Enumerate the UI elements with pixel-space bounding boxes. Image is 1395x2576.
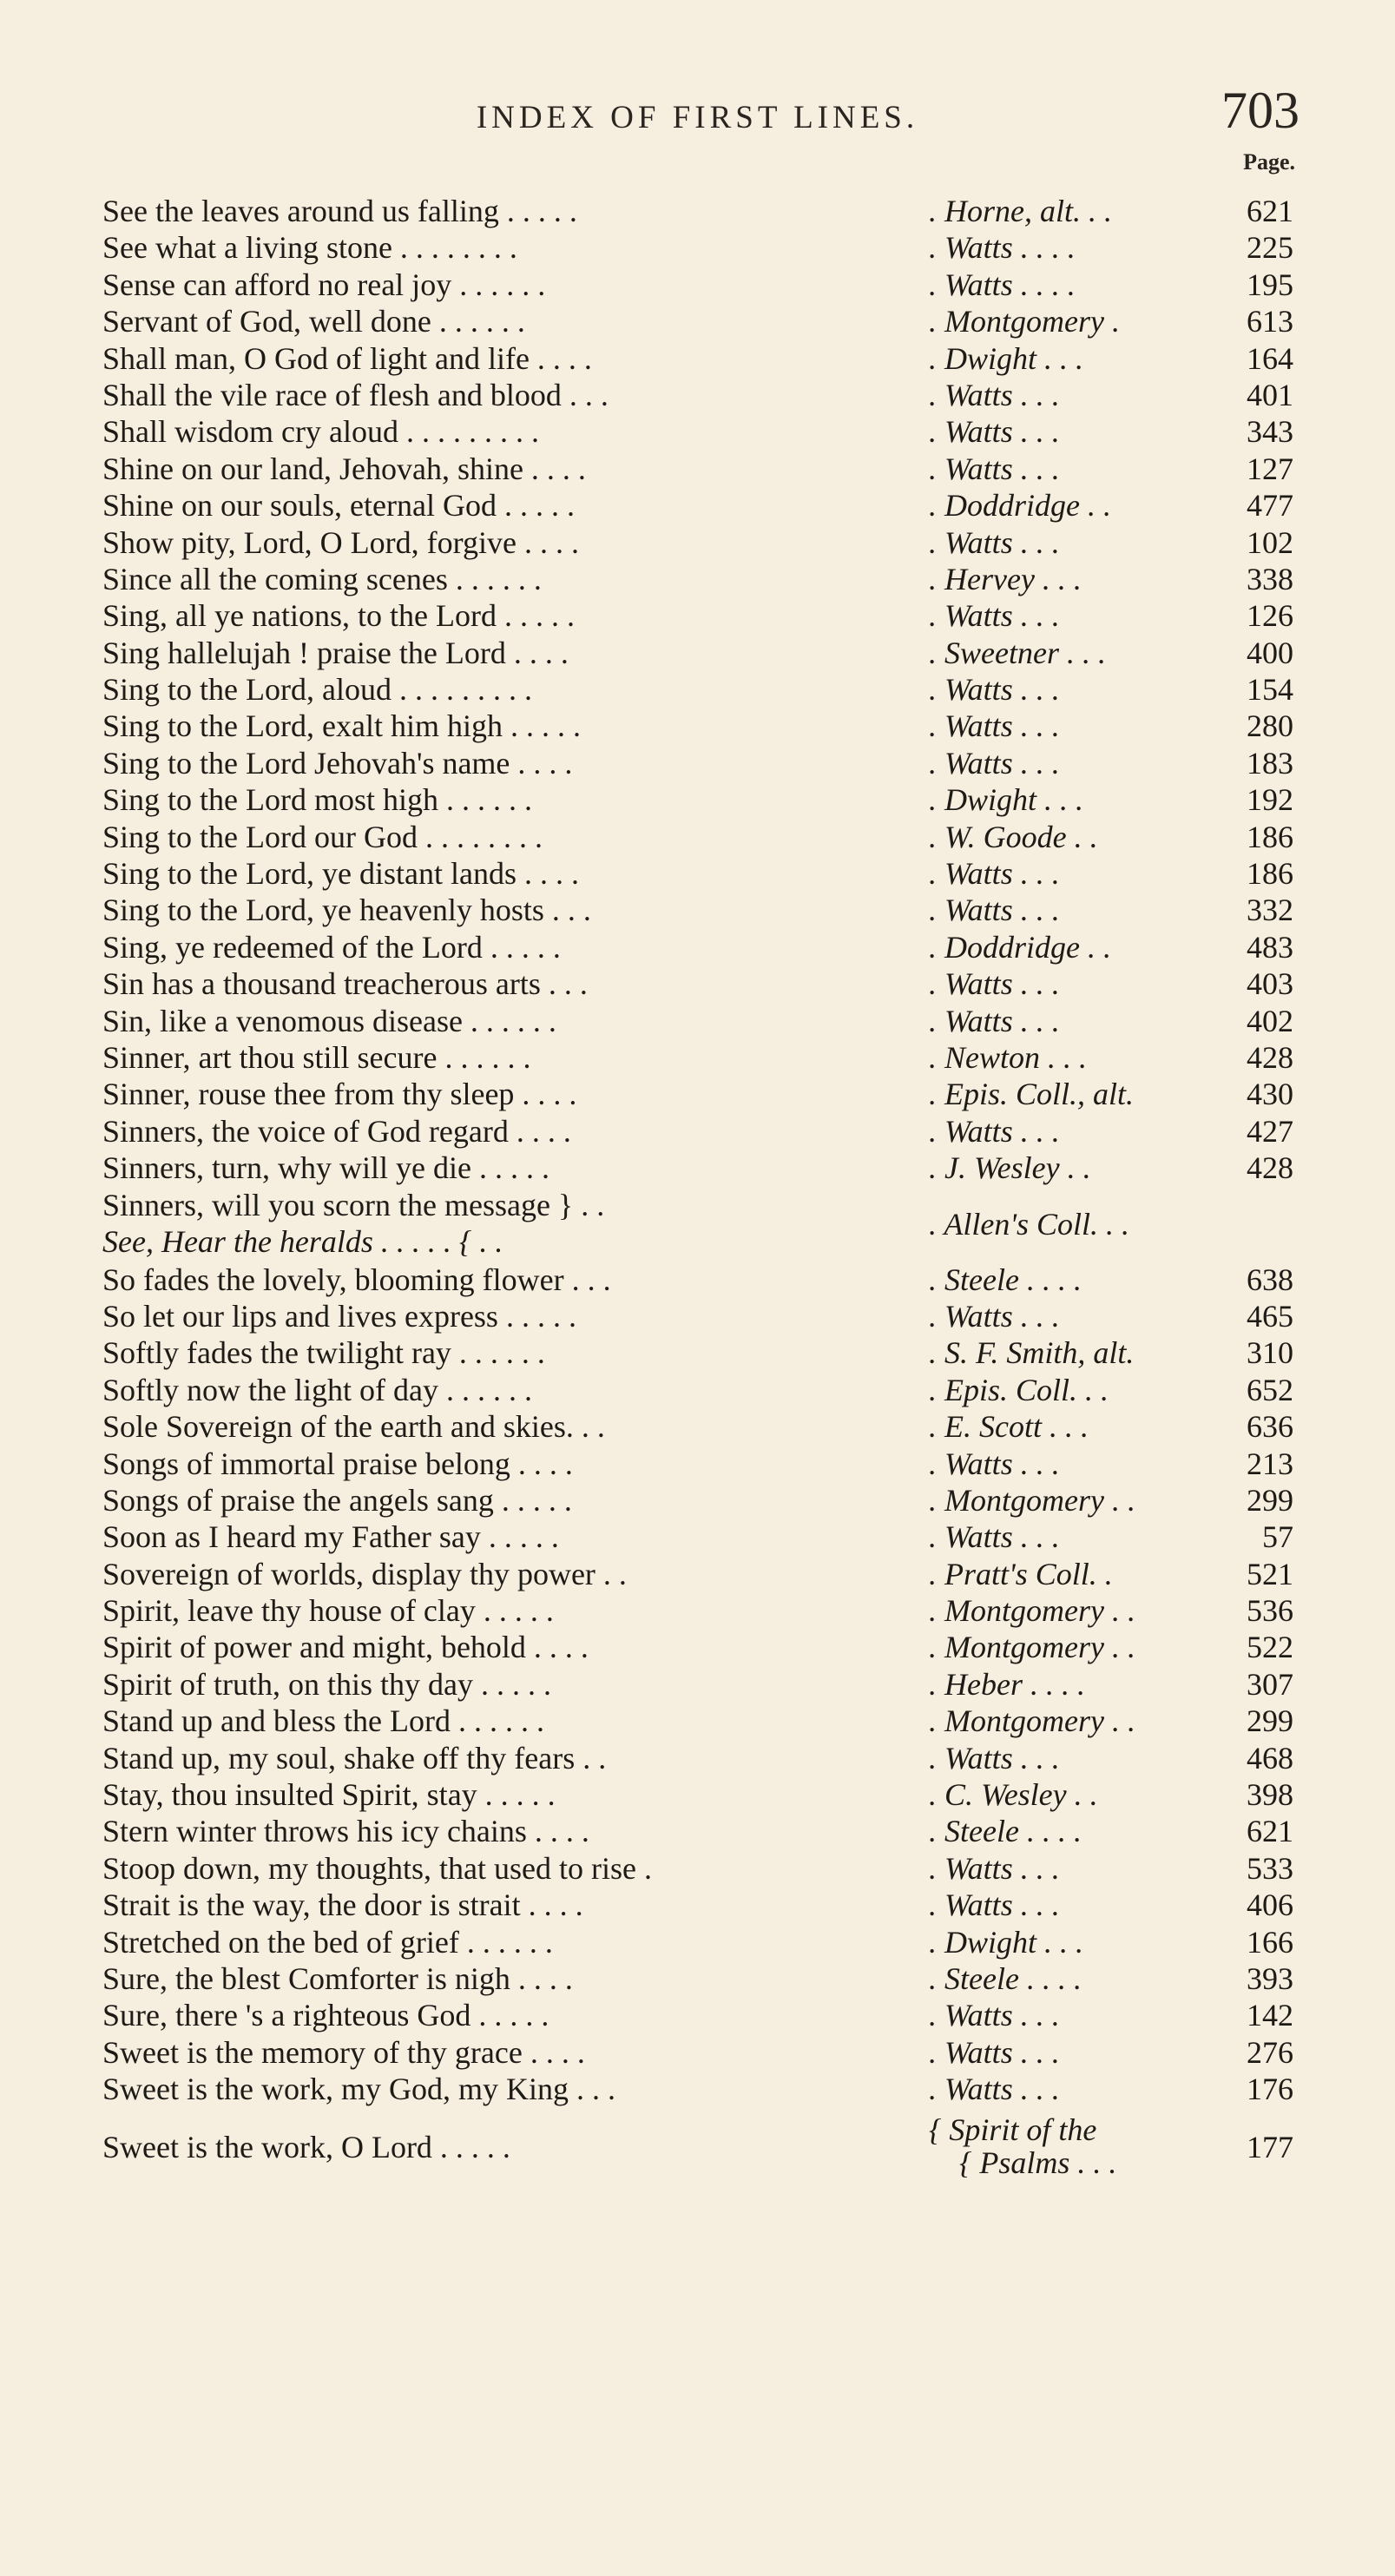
first-line: Spirit of truth, on this thy day . . . . . <box>102 1666 551 1702</box>
index-entry <box>0 487 1395 524</box>
index-entry <box>0 892 1395 928</box>
index-entry <box>0 524 1395 561</box>
author: . Steele . . . . <box>929 1262 1082 1297</box>
index-entry <box>0 745 1395 781</box>
index-entry <box>0 451 1395 487</box>
author: . Watts . . . <box>929 708 1060 744</box>
first-line: Strait is the way, the door is strait . . . . <box>102 1888 583 1923</box>
first-line: Sing to the Lord, ye heavenly hosts . . . <box>102 893 591 928</box>
running-title: INDEX OF FIRST LINES. <box>476 100 919 135</box>
page-ref: 127 <box>1247 451 1293 486</box>
author: . Watts . . . <box>929 745 1060 781</box>
first-line: Sweet is the work, my God, my King . . . <box>102 2072 615 2107</box>
index-entry <box>0 1592 1395 1629</box>
page-ref: 186 <box>1247 856 1293 892</box>
author: . Watts . . . <box>929 856 1060 892</box>
page-ref: 332 <box>1247 893 1293 928</box>
index-entry <box>0 855 1395 892</box>
first-line: Sinner, art thou still secure . . . . . . <box>102 1039 531 1075</box>
author: . Doddridge . . <box>929 488 1111 524</box>
first-line: Sense can afford no real joy . . . . . . <box>102 267 546 302</box>
index-entry <box>0 267 1395 303</box>
page-ref: 176 <box>1247 2072 1293 2107</box>
first-line: Servant of God, well done . . . . . . <box>102 304 525 339</box>
page-ref: 299 <box>1247 1482 1293 1518</box>
author: . W. Goode . . <box>929 819 1098 854</box>
author: . Watts . . . <box>929 451 1060 486</box>
author: . Watts . . . <box>929 598 1060 634</box>
first-line: Sovereign of worlds, display thy power . . <box>102 1556 627 1591</box>
author: . Horne, alt. . . <box>929 194 1112 228</box>
author: . Dwight . . . <box>929 782 1084 818</box>
index-entry <box>0 708 1395 744</box>
first-line: Sinners, turn, why will ye die . . . . . <box>102 1150 549 1186</box>
page-ref: 477 <box>1247 488 1293 524</box>
page-ref: 636 <box>1247 1409 1293 1445</box>
author: . Watts . . . . <box>929 230 1076 266</box>
author: . Watts . . . . <box>929 267 1076 302</box>
page-ref: 430 <box>1247 1077 1293 1112</box>
author: . Watts . . . <box>929 1298 1060 1334</box>
author: . S. F. Smith, alt. <box>929 1335 1135 1371</box>
index-entry <box>0 1334 1395 1371</box>
page-ref: 186 <box>1247 819 1293 854</box>
first-line: Sing to the Lord, exalt him high . . . . . <box>102 708 581 744</box>
page-ref: 400 <box>1247 635 1293 670</box>
first-line: Stay, thou insulted Spirit, stay . . . . . <box>102 1777 556 1813</box>
first-line: Sing to the Lord our God . . . . . . . . <box>102 819 543 854</box>
page-ref: 533 <box>1247 1850 1293 1886</box>
page-ref: 183 <box>1247 745 1293 781</box>
first-line: Sweet is the memory of thy grace . . . . <box>102 2034 585 2070</box>
index-entry <box>0 413 1395 450</box>
author: . Watts . . . <box>929 1998 1060 2033</box>
index-entry <box>0 1629 1395 1665</box>
index-entry <box>0 1076 1395 1112</box>
index-entry <box>0 1850 1395 1887</box>
author: . Watts . . . <box>929 2034 1060 2070</box>
first-line: Shine on our land, Jehovah, shine . . . . <box>102 451 586 486</box>
index-entry <box>0 1666 1395 1703</box>
page-ref: 276 <box>1247 2034 1293 2070</box>
page-ref: 465 <box>1247 1298 1293 1334</box>
first-line: Sure, the blest Comforter is nigh . . . . <box>102 1960 573 1996</box>
index-entry <box>0 1113 1395 1150</box>
index-entry <box>0 965 1395 1002</box>
page-ref: 621 <box>1247 1814 1293 1849</box>
page-ref: 428 <box>1247 1039 1293 1075</box>
author: . Watts . . . <box>929 1850 1060 1886</box>
page-ref: 393 <box>1247 1960 1293 1996</box>
page-ref: 483 <box>1247 929 1293 965</box>
index-entry <box>0 1298 1395 1334</box>
author: . Newton . . . <box>929 1039 1088 1075</box>
page-ref: 343 <box>1247 414 1293 450</box>
index-entry <box>0 561 1395 597</box>
first-line: Stoop down, my thoughts, that used to rise . <box>102 1850 652 1886</box>
page-ref: 406 <box>1247 1888 1293 1923</box>
first-line: Shine on our souls, eternal God . . . . . <box>102 488 575 524</box>
page-ref: 280 <box>1247 708 1293 744</box>
author: . Doddridge . . <box>929 929 1111 965</box>
index-entry <box>0 1887 1395 1923</box>
index-entry <box>0 303 1395 339</box>
index-entry <box>0 193 1395 229</box>
first-line: So fades the lovely, blooming flower . . . <box>102 1262 611 1297</box>
first-line: Shall wisdom cry aloud . . . . . . . . . <box>102 414 539 450</box>
first-line: Sing, all ye nations, to the Lord . . . . . <box>102 598 575 634</box>
page-number: 703 <box>1221 82 1300 139</box>
index-entry <box>0 377 1395 413</box>
author: . Watts . . . <box>929 1888 1060 1923</box>
index-entry <box>0 1408 1395 1445</box>
author: . Watts . . . <box>929 1740 1060 1776</box>
index-entry <box>0 2034 1395 2071</box>
page-ref: 652 <box>1247 1372 1293 1407</box>
index-entry <box>0 1446 1395 1482</box>
page-ref: 192 <box>1247 782 1293 818</box>
first-line: Shall man, O God of light and life . . . . <box>102 340 592 376</box>
author: . Dwight . . . <box>929 340 1084 376</box>
page-ref: 154 <box>1247 672 1293 708</box>
index-entry <box>0 1997 1395 2033</box>
author: . Hervey . . . <box>929 561 1082 596</box>
author-cont: { Psalms . . . <box>959 2144 1117 2180</box>
first-line: Songs of praise the angels sang . . . . . <box>102 1482 572 1518</box>
first-line: Sweet is the work, O Lord . . . . . <box>102 2129 510 2164</box>
first-line: Sole Sovereign of the earth and skies. . . <box>102 1409 605 1445</box>
index-entry <box>0 1372 1395 1408</box>
page-header <box>0 76 1395 146</box>
page-ref: 126 <box>1247 598 1293 634</box>
index-entry <box>0 1703 1395 1739</box>
page-ref: 177 <box>1247 2129 1293 2164</box>
page-ref: 213 <box>1247 1446 1293 1481</box>
first-line: Stand up, my soul, shake off thy fears . . <box>102 1740 607 1776</box>
index-entry <box>0 929 1395 965</box>
page-ref: 164 <box>1247 340 1293 376</box>
first-line: See the leaves around us falling . . . . . <box>102 194 577 228</box>
first-line-alt: See, Hear the heralds . . . . . { . . <box>102 1223 503 1259</box>
page-ref: 521 <box>1247 1556 1293 1591</box>
page-ref: 195 <box>1247 267 1293 302</box>
page-ref: 621 <box>1247 194 1293 228</box>
author: . Steele . . . . <box>929 1814 1082 1849</box>
author: . C. Wesley . . <box>929 1777 1098 1813</box>
first-line: Softly fades the twilight ray . . . . . . <box>102 1335 545 1371</box>
first-line: Sin has a thousand treacherous arts . . . <box>102 966 588 1002</box>
author: . Watts . . . <box>929 377 1060 412</box>
index-entry <box>0 635 1395 671</box>
page-ref: 307 <box>1247 1666 1293 1702</box>
page-ref: 299 <box>1247 1703 1293 1739</box>
author: . Montgomery . . <box>929 1482 1135 1518</box>
first-line: Since all the coming scenes . . . . . . <box>102 561 542 596</box>
index-entries <box>0 193 1395 2184</box>
page-ref: 102 <box>1247 524 1293 560</box>
page-ref: 166 <box>1247 1924 1293 1960</box>
page-ref: 398 <box>1247 1777 1293 1813</box>
first-line: Sinner, rouse thee from thy sleep . . . . <box>102 1077 577 1112</box>
index-entry <box>0 1003 1395 1039</box>
author: . Dwight . . . <box>929 1924 1084 1960</box>
first-line: Stand up and bless the Lord . . . . . . <box>102 1703 544 1739</box>
first-line: Sinners, the voice of God regard . . . . <box>102 1113 571 1149</box>
page-ref: 225 <box>1247 230 1293 266</box>
first-line: Sing to the Lord most high . . . . . . <box>102 782 532 818</box>
author: . Watts . . . <box>929 1519 1060 1555</box>
author: . Watts . . . <box>929 1446 1060 1481</box>
author: . Epis. Coll., alt. <box>929 1077 1135 1112</box>
page-ref: 310 <box>1247 1335 1293 1371</box>
first-line: Sing to the Lord Jehovah's name . . . . <box>102 745 573 781</box>
author: . J. Wesley . . <box>929 1150 1091 1186</box>
page-ref: 402 <box>1247 1003 1293 1038</box>
author: { Spirit of the <box>929 2112 1097 2147</box>
index-entry <box>0 1482 1395 1519</box>
author: . Heber . . . . <box>929 1666 1085 1702</box>
first-line: Sin, like a venomous disease . . . . . . <box>102 1003 556 1038</box>
index-entry <box>0 1776 1395 1813</box>
page-ref: 428 <box>1247 1150 1293 1186</box>
first-line: Spirit, leave thy house of clay . . . . . <box>102 1593 554 1629</box>
index-entry <box>0 229 1395 266</box>
index-entry <box>0 1150 1395 1186</box>
index-entry <box>0 1262 1395 1298</box>
first-line: Sinners, will you scorn the message } . . <box>102 1187 605 1222</box>
page-ref: 403 <box>1247 966 1293 1002</box>
page-ref: 57 <box>1262 1519 1293 1555</box>
index-entry <box>0 1187 1395 1262</box>
author: . Watts . . . <box>929 414 1060 450</box>
author: . Pratt's Coll. . <box>929 1556 1113 1591</box>
first-line: So let our lips and lives express . . . . . <box>102 1298 576 1334</box>
index-entry <box>0 1519 1395 1555</box>
author: . Sweetner . . . <box>929 635 1106 670</box>
page-ref: 468 <box>1247 1740 1293 1776</box>
author: . Watts . . . <box>929 672 1060 708</box>
author: . Montgomery . . <box>929 1593 1135 1629</box>
index-entry <box>0 1039 1395 1076</box>
index-entry <box>0 2112 1395 2184</box>
index-entry <box>0 1556 1395 1592</box>
first-line: Sing to the Lord, ye distant lands . . . . <box>102 856 579 892</box>
first-line: Shall the vile race of flesh and blood . . . <box>102 377 609 412</box>
author: . Steele . . . . <box>929 1960 1082 1996</box>
first-line: Sure, there 's a righteous God . . . . . <box>102 1998 549 2033</box>
page-ref: 338 <box>1247 561 1293 596</box>
first-line: Sing hallelujah ! praise the Lord . . . . <box>102 635 569 670</box>
author: . Epis. Coll. . . <box>929 1372 1109 1407</box>
first-line: Softly now the light of day . . . . . . <box>102 1372 532 1407</box>
author: . Watts . . . <box>929 524 1060 560</box>
first-line: Show pity, Lord, O Lord, forgive . . . . <box>102 524 579 560</box>
first-line: Stern winter throws his icy chains . . . . <box>102 1814 589 1849</box>
author: . E. Scott . . . <box>929 1409 1089 1445</box>
page-ref: 613 <box>1247 304 1293 339</box>
index-entry <box>0 597 1395 634</box>
page-ref: 427 <box>1247 1113 1293 1149</box>
author: . Watts . . . <box>929 966 1060 1002</box>
author: . Montgomery . <box>929 304 1120 339</box>
first-line: Sing to the Lord, aloud . . . . . . . . . <box>102 672 532 708</box>
page-ref: 142 <box>1247 1998 1293 2033</box>
author: . Montgomery . . <box>929 1630 1135 1665</box>
first-line: Sing, ye redeemed of the Lord . . . . . <box>102 929 561 965</box>
page-ref: 401 <box>1247 377 1293 412</box>
index-entry <box>0 819 1395 855</box>
index-entry <box>0 1813 1395 1849</box>
first-line: Soon as I heard my Father say . . . . . <box>102 1519 559 1555</box>
page-ref: 536 <box>1247 1593 1293 1629</box>
author: . Watts . . . <box>929 1003 1060 1038</box>
first-line: Stretched on the bed of grief . . . . . . <box>102 1924 553 1960</box>
page-ref: 638 <box>1247 1262 1293 1297</box>
index-entry <box>0 340 1395 377</box>
index-entry <box>0 1960 1395 1997</box>
first-line: Songs of immortal praise belong . . . . <box>102 1446 573 1481</box>
author: . Watts . . . <box>929 1113 1060 1149</box>
index-entry <box>0 781 1395 818</box>
author: . Montgomery . . <box>929 1703 1135 1739</box>
index-entry <box>0 1924 1395 1960</box>
page-ref: 522 <box>1247 1630 1293 1665</box>
index-entry <box>0 1740 1395 1776</box>
author: . Allen's Coll. . . <box>929 1206 1130 1242</box>
page-column-label: Page. <box>1243 149 1295 175</box>
index-entry <box>0 2071 1395 2107</box>
first-line: Spirit of power and might, behold . . . . <box>102 1630 589 1665</box>
first-line: See what a living stone . . . . . . . . <box>102 230 517 266</box>
author: . Watts . . . <box>929 893 1060 928</box>
index-entry <box>0 671 1395 708</box>
author: . Watts . . . <box>929 2072 1060 2107</box>
